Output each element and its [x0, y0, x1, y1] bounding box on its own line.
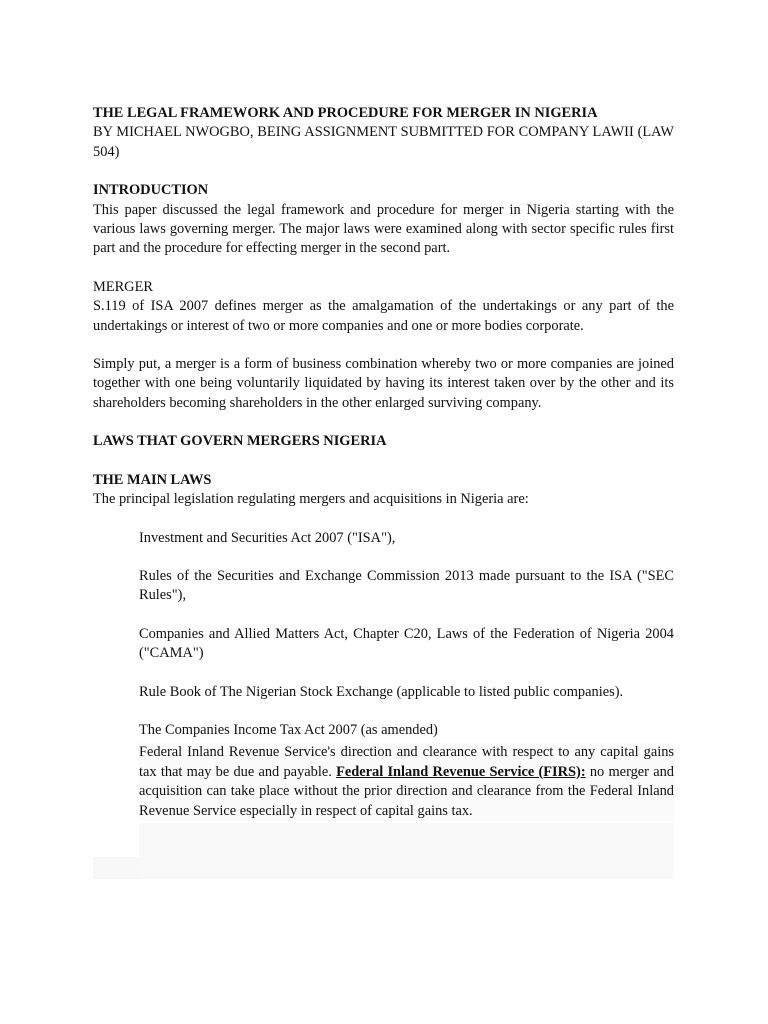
- document-title: THE LEGAL FRAMEWORK AND PROCEDURE FOR MERGER IN NIGERIA: [93, 105, 598, 121]
- merger-definition-paragraph: S.119 of ISA 2007 defines merger as the amalgamation of the undertakings or any part of the undertakings or interest of two or more companies and one or more bodies corporate.: [93, 298, 674, 334]
- main-laws-intro: The principal legislation regulating mergers and acquisitions in Nigeria are:: [93, 491, 529, 508]
- section-heading-main-laws: THE MAIN LAWS: [93, 471, 212, 488]
- firs-paragraph: [139, 743, 674, 821]
- law-list-item: Companies and Allied Matters Act, Chapter C20, Laws of the Federation of Nigeria 2004 ("CAMA"): [139, 625, 674, 662]
- introduction-paragraph: This paper discussed the legal framework and procedure for merger in Nigeria starting with the various laws governing merger. The major laws were examined along with sector specific rules first part and the procedure for effecting merger in the second part.: [93, 201, 674, 257]
- law-list-item: Rule Book of The Nigerian Stock Exchange (applicable to listed public companies).: [139, 683, 624, 700]
- firs-text-rest: no merger and acquisition can take place without the prior direction and clearance from the Federal Inland Revenue Service especially in respect of capital gains tax.: [139, 763, 674, 819]
- shaded-region: [93, 857, 139, 879]
- section-heading-introduction: INTRODUCTION: [93, 182, 209, 199]
- firs-label: Federal Inland Revenue Service (FIRS):: [336, 763, 586, 780]
- author-line: BY MICHAEL NWOGBO, BEING ASSIGNMENT SUBMITTED FOR COMPANY LAWII (LAW 504): [93, 124, 674, 160]
- document-body: [93, 104, 674, 821]
- firs-text-intro: Federal Inland Revenue Service's direction and clearance with respect to any capital gains tax that may be due and payable.: [139, 744, 674, 780]
- shaded-region: [139, 823, 674, 879]
- law-list-item: Rules of the Securities and Exchange Commission 2013 made pursuant to the ISA ("SEC Rules"),: [139, 567, 674, 604]
- law-list-item: The Companies Income Tax Act 2007 (as amended): [139, 721, 438, 738]
- merger-explanation-paragraph: Simply put, a merger is a form of business combination whereby two or more companies are joined together with one being voluntarily liquidated by having its interest taken over by the other and its shareholders becoming shareholders in the other enlarged surviving company.: [93, 356, 674, 411]
- section-heading-laws: LAWS THAT GOVERN MERGERS NIGERIA: [93, 433, 387, 450]
- section-heading-merger: MERGER: [93, 278, 153, 295]
- law-list-item: Investment and Securities Act 2007 ("ISA"),: [139, 529, 396, 546]
